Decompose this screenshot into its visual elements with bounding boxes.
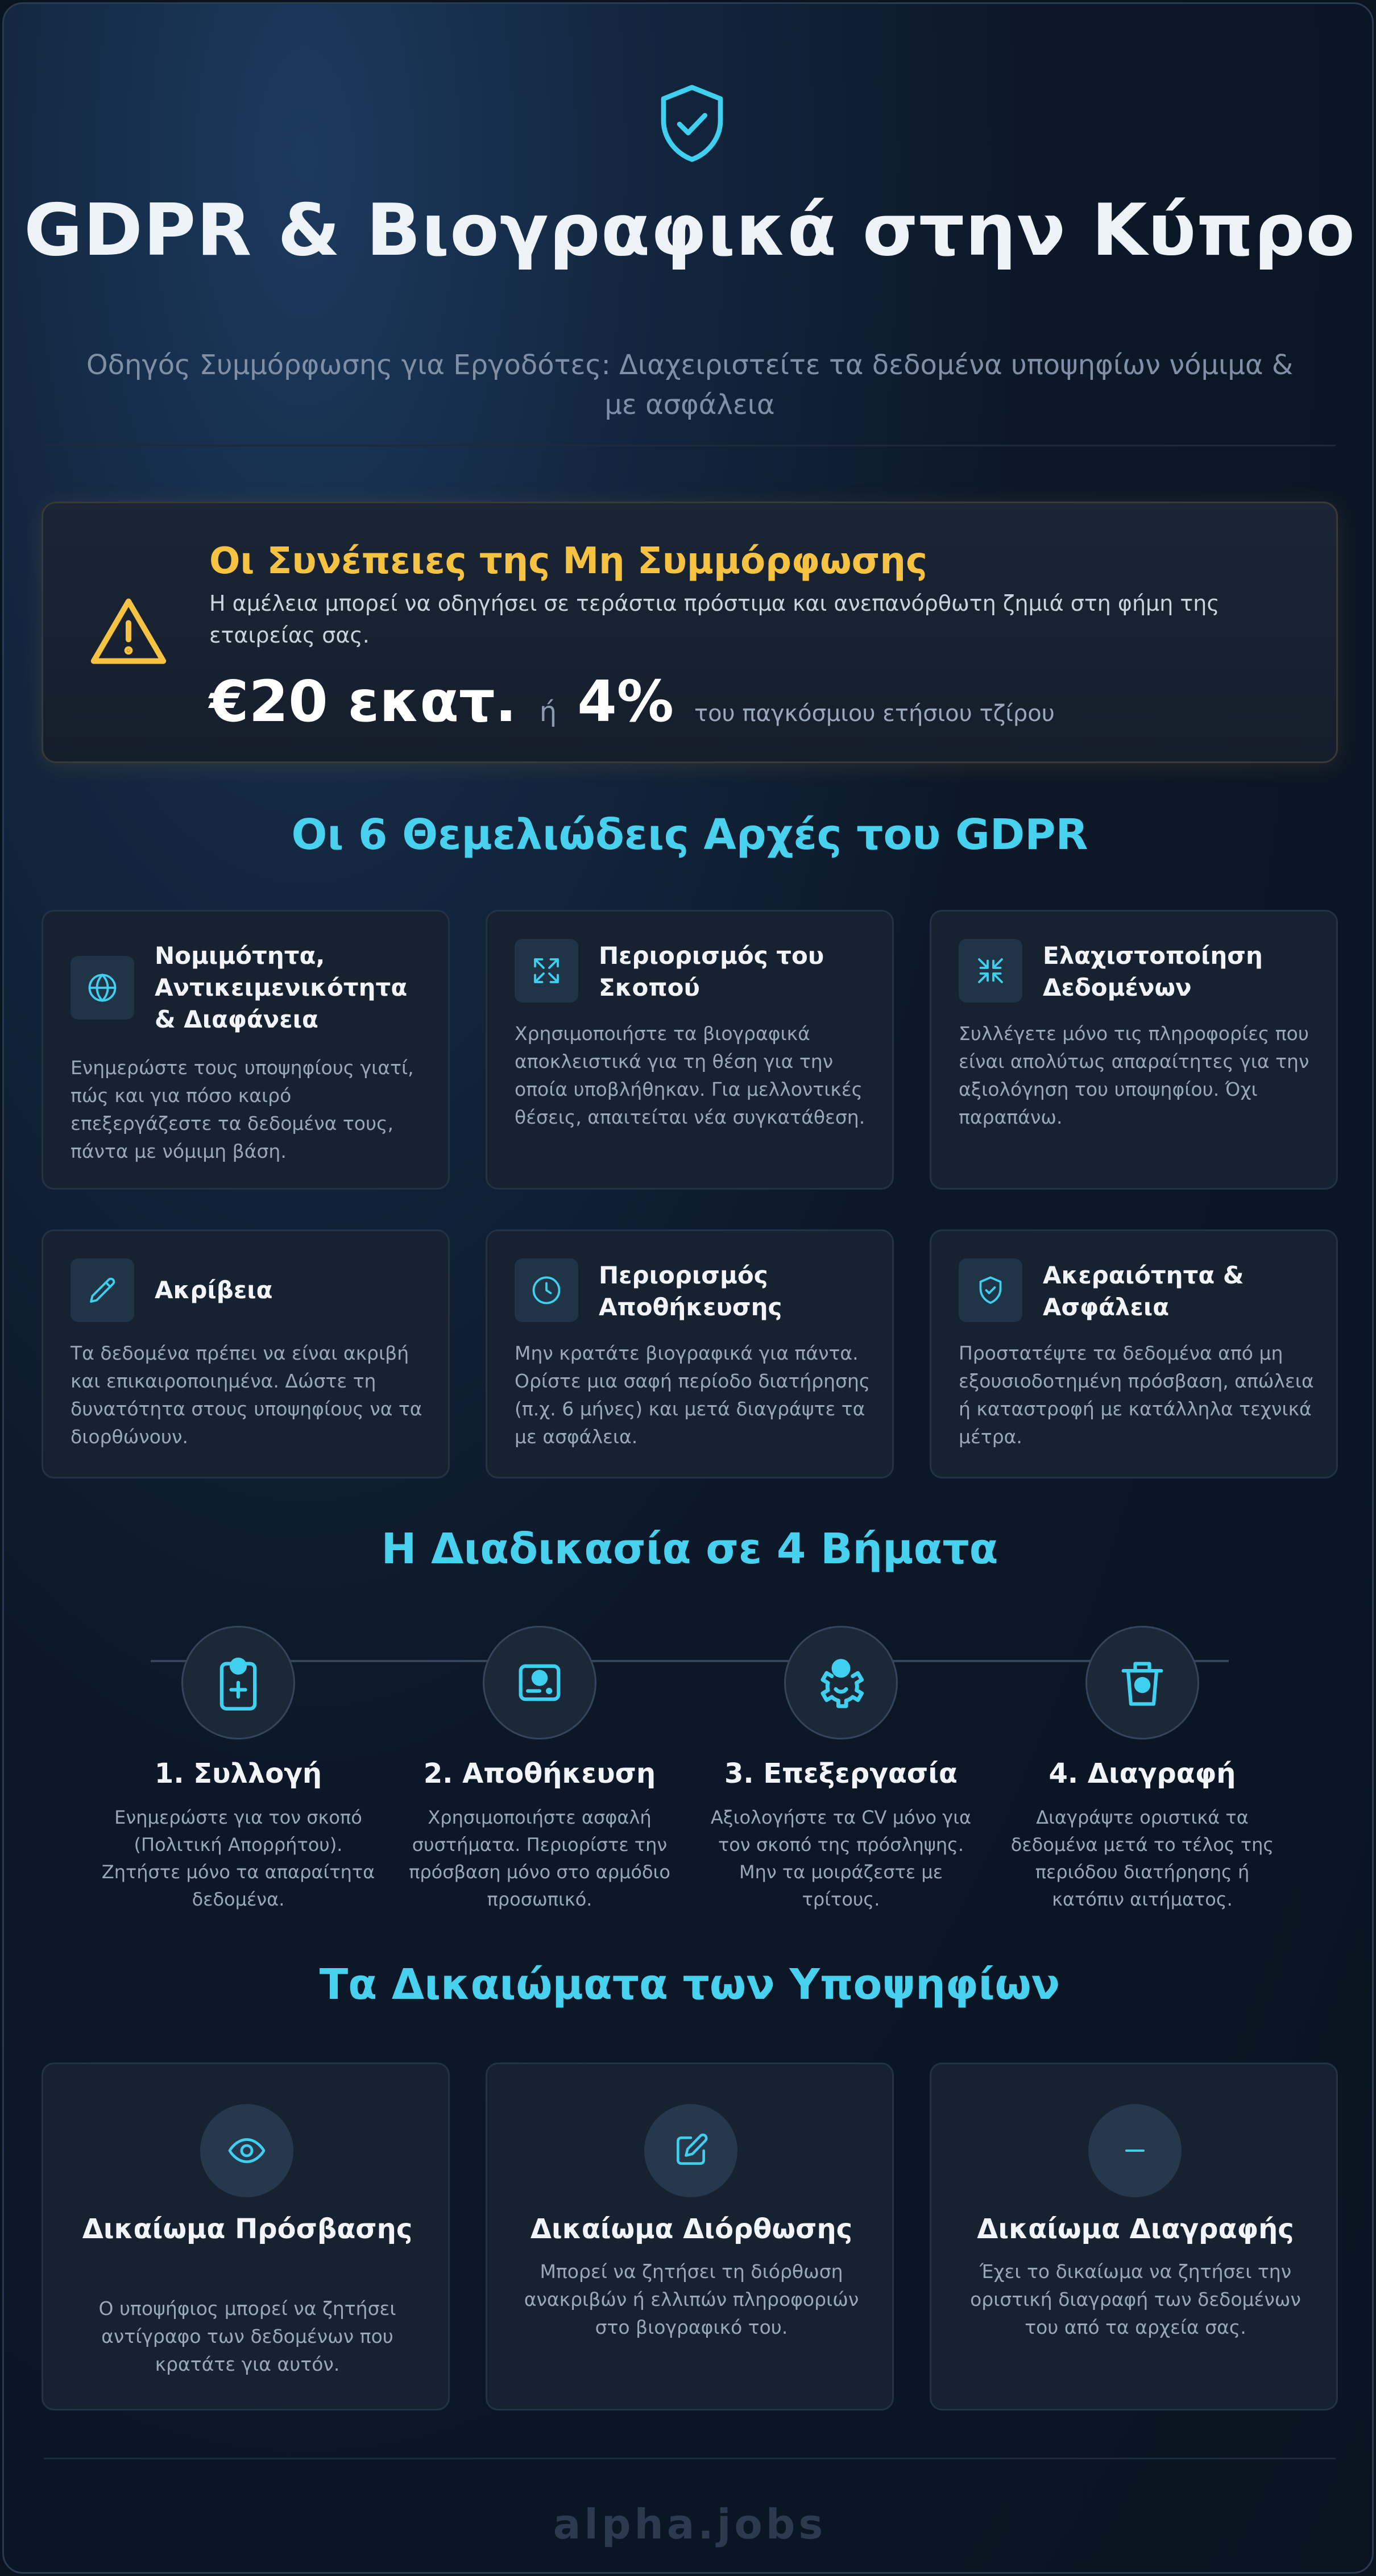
principle-title: Ακρίβεια	[155, 1276, 273, 1304]
clock-icon	[515, 1258, 578, 1322]
principle-card-storage	[486, 1229, 894, 1478]
step-title: 1. Συλλογή	[154, 1758, 322, 1790]
warning-triangle-icon	[89, 594, 168, 668]
non-compliance-alert	[42, 502, 1338, 763]
divider	[44, 445, 1336, 446]
step-title: 3. Επεξεργασία	[724, 1758, 958, 1790]
compress-arrows-icon	[959, 939, 1022, 1003]
right-title: Δικαίωμα Διόρθωσης	[530, 2213, 853, 2245]
process-timeline	[151, 1660, 1229, 1662]
right-description: Ο υποψήφιος μπορεί να ζητήσει αντίγραφο των δεδομένων που κρατάτε για αυτόν.	[98, 2297, 396, 2375]
principle-card-accuracy	[42, 1229, 450, 1478]
principle-title: Νομιμότητα, Αντικειμενικότητα & Διαφάνεια	[155, 942, 408, 1033]
right-card-rectification	[486, 2063, 894, 2411]
footer-divider	[44, 2458, 1336, 2459]
shield-check-icon	[646, 78, 737, 169]
shield-check-icon	[959, 1258, 1022, 1322]
principle-description: Προστατέψτε τα δεδομένα από μη εξουσιοδοτημένη πρόσβαση, απώλεια ή καταστροφή με κατάλληλα τεχνικά μέτρα.	[959, 1342, 1314, 1448]
principle-title: Περιορισμός Αποθήκευσης	[599, 1261, 782, 1321]
step-description: Διαγράψτε οριστικά τα δεδομένα μετά το τέλος της περιόδου διατήρησης ή κατόπιν αιτήματος.	[1010, 1807, 1274, 1910]
step-title: 4. Διαγραφή	[1048, 1758, 1236, 1790]
principle-card-lawfulness	[42, 910, 450, 1190]
right-description: Μπορεί να ζητήσει τη διόρθωση ανακριβών ή ελλιπών πληροφοριών στο βιογραφικό του.	[524, 2260, 859, 2338]
footer-brand[interactable]: alpha.jobs	[553, 2500, 827, 2548]
alert-description: Η αμέλεια μπορεί να οδηγήσει σε τεράστια πρόστιμα και ανεπανόρθωτη ζημιά στη φήμη της εταιρείας σας.	[209, 591, 1220, 648]
right-card-erasure	[930, 2063, 1338, 2411]
infographic-page	[2, 2, 1374, 2574]
collect-document-icon	[181, 1626, 295, 1740]
page-subtitle: Οδηγός Συμμόρφωσης για Εργοδότες: Διαχειριστείτε τα δεδομένα υποψηφίων νόμιμα & με ασφάλεια	[86, 349, 1294, 421]
step-description: Χρησιμοποιήστε ασφαλή συστήματα. Περιορίστε την πρόσβαση μόνο στο αρμόδιο προσωπικό.	[409, 1807, 670, 1910]
step-description: Αξιολογήστε τα CV μόνο για τον σκοπό της πρόσληψης. Μην τα μοιράζεστε με τρίτους.	[710, 1807, 972, 1910]
fine-suffix: του παγκόσμιου ετήσιου τζίρου	[694, 701, 1055, 727]
right-title: Δικαίωμα Διαγραφής	[977, 2213, 1294, 2245]
process-gear-icon	[784, 1626, 898, 1740]
process-title: Η Διαδικασία σε 4 Βήματα	[381, 1525, 998, 1573]
principle-description: Συλλέγετε μόνο τις πληροφορίες που είναι απολύτως απαραίτητες για την αξιολόγηση του υποψηφίου. Όχι παραπάνω.	[959, 1022, 1309, 1128]
eye-icon	[200, 2104, 293, 2197]
principle-card-purpose	[486, 910, 894, 1190]
trash-icon	[1085, 1626, 1199, 1740]
principle-card-minimisation	[930, 910, 1338, 1190]
right-card-access	[42, 2063, 450, 2411]
step-description: Ενημερώστε για τον σκοπό (Πολιτική Απορρήτου). Ζητήστε μόνο τα απαραίτητα δεδομένα.	[101, 1807, 375, 1910]
principle-description: Ενημερώστε τους υποψηφίους γιατί, πώς και για πόσο καιρό επεξεργάζεστε τα δεδομένα τους, πάντα με νόμιμη βάση.	[71, 1057, 414, 1162]
principle-title: Ακεραιότητα & Ασφάλεια	[1043, 1261, 1244, 1321]
storage-drive-icon	[483, 1626, 596, 1740]
rights-title: Τα Δικαιώματα των Υποψηφίων	[319, 1960, 1060, 2009]
principle-description: Τα δεδομένα πρέπει να είναι ακριβή και επικαιροποιημένα. Δώστε τη δυνατότητα στους υποψηφίους να τα διορθώνουν.	[71, 1342, 422, 1448]
right-title: Δικαίωμα Πρόσβασης	[82, 2213, 413, 2245]
principle-title: Περιορισμός του Σκοπού	[599, 942, 824, 1001]
page-title: GDPR & Βιογραφικά στην Κύπρο	[24, 188, 1356, 272]
principle-description: Μην κρατάτε βιογραφικά για πάντα. Ορίστε μια σαφή περίοδο διατήρησης (π.χ. 6 μήνες) και μετά διαγράψτε τα με ασφάλεια.	[515, 1342, 871, 1448]
globe-icon	[71, 956, 134, 1020]
principles-title: Οι 6 Θεμελιώδεις Αρχές του GDPR	[291, 810, 1088, 859]
edit-icon	[644, 2104, 737, 2197]
principle-card-integrity	[930, 1229, 1338, 1478]
principle-title: Ελαχιστοποίηση Δεδομένων	[1043, 942, 1263, 1001]
minus-icon	[1088, 2104, 1182, 2197]
right-description: Έχει το δικαίωμα να ζητήσει την οριστική διαγραφή των δεδομένων του από τα αρχεία σας.	[970, 2260, 1301, 2338]
pencil-icon	[71, 1258, 134, 1322]
expand-arrows-icon	[515, 939, 578, 1003]
alert-title: Οι Συνέπειες της Μη Συμμόρφωσης	[209, 540, 927, 582]
fine-amount: €20 εκατ.	[209, 668, 517, 735]
step-title: 2. Αποθήκευση	[423, 1758, 656, 1790]
principle-description: Χρησιμοποιήστε τα βιογραφικά αποκλειστικά για τη θέση για την οποία υποβλήθηκαν. Για μελλοντικές θέσεις, απαιτείται νέα συγκατάθεση.	[515, 1022, 865, 1128]
fine-or: ή	[539, 696, 557, 728]
fine-figures	[209, 668, 1055, 736]
fine-percent: 4%	[577, 668, 674, 735]
